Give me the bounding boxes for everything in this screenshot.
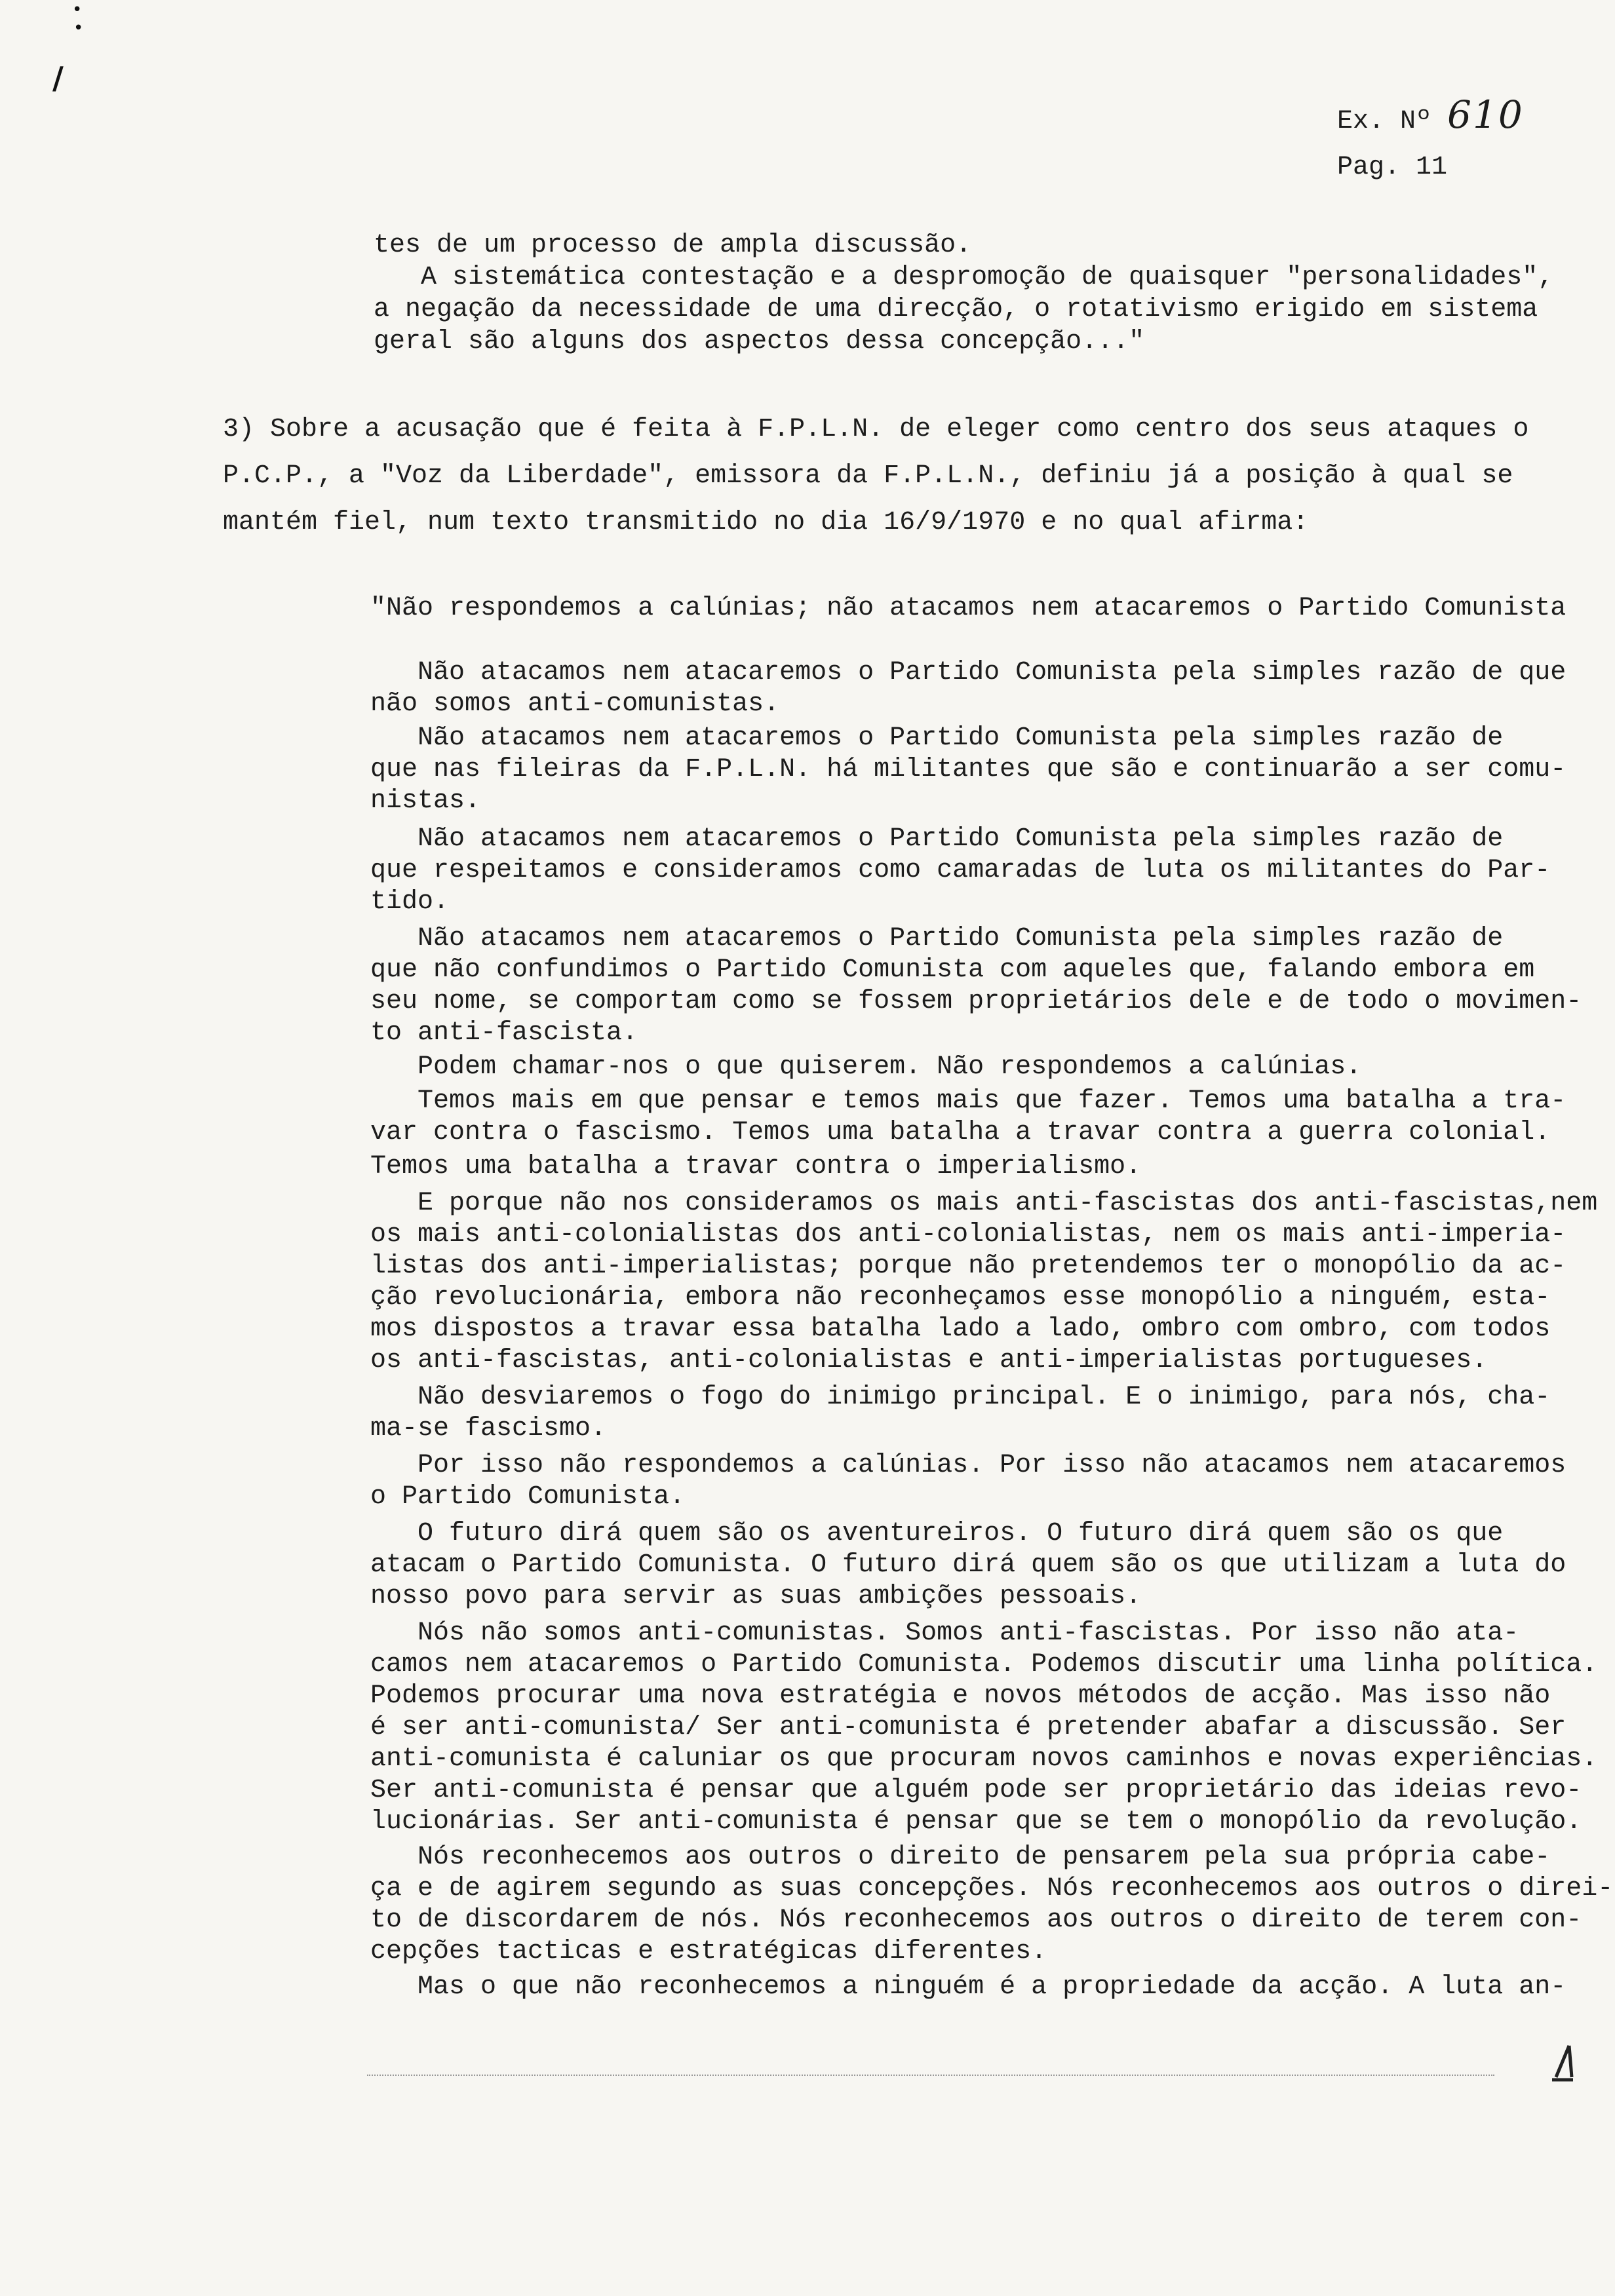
text-line: mantém fiel, num texto transmitido no dia 16/9/1970 e no qual afirma: bbox=[223, 508, 1309, 537]
text-line: seu nome, se comportam como se fossem proprietários dele e de todo o movimen- bbox=[370, 987, 1582, 1016]
text-line: ção revolucionária, embora não reconheçamos esse monopólio a ninguém, esta- bbox=[370, 1283, 1551, 1312]
text-line: Nós reconhecemos aos outros o direito de pensarem pela sua própria cabe- bbox=[370, 1843, 1551, 1872]
text-line: Temos mais em que pensar e temos mais que fazer. Temos uma batalha a tra- bbox=[370, 1086, 1566, 1116]
text-line: A sistemática contestação e a despromoção de quaisquer "personalidades", bbox=[374, 263, 1554, 292]
text-line: to anti-fascista. bbox=[370, 1018, 638, 1048]
text-line: Podem chamar-nos o que quiserem. Não respondemos a calúnias. bbox=[370, 1052, 1362, 1082]
text-line: E porque não nos consideramos os mais anti-fascistas dos anti-fascistas,nem bbox=[370, 1189, 1598, 1218]
text-line: Temos uma batalha a travar contra o imperialismo. bbox=[370, 1152, 1142, 1181]
text-line: é ser anti-comunista/ Ser anti-comunista é pretender abafar a discussão. Ser bbox=[370, 1713, 1566, 1742]
text-line: os anti-fascistas, anti-colonialistas e anti-imperialistas portugueses. bbox=[370, 1346, 1488, 1375]
text-line: não somos anti-comunistas. bbox=[370, 689, 780, 719]
text-line: geral são alguns dos aspectos dessa concepção..." bbox=[374, 327, 1145, 356]
text-line: a negação da necessidade de uma direcção, o rotativismo erigido em sistema bbox=[374, 295, 1538, 324]
margin-mark: • bbox=[72, 0, 83, 20]
text-line: Não desviaremos o fogo do inimigo principal. E o inimigo, para nós, cha- bbox=[370, 1383, 1551, 1412]
text-line: Por isso não respondemos a calúnias. Por isso não atacamos nem atacaremos bbox=[370, 1451, 1566, 1480]
text-line: O futuro dirá quem são os aventureiros. O futuro dirá quem são os que bbox=[370, 1519, 1504, 1548]
text-line: "Não respondemos a calúnias; não atacamos nem atacaremos o Partido Comunista bbox=[370, 594, 1566, 623]
text-line: mos dispostos a travar essa batalha lado a lado, ombro com ombro, com todos bbox=[370, 1314, 1551, 1344]
text-line: Mas o que não reconhecemos a ninguém é a propriedade da acção. A luta an- bbox=[370, 1972, 1566, 2002]
margin-mark: • bbox=[73, 18, 84, 38]
text-line: to de discordarem de nós. Nós reconhecemos aos outros o direito de terem con- bbox=[370, 1905, 1582, 1935]
text-line: 3) Sobre a acusação que é feita à F.P.L.N. de eleger como centro dos seus ataques o bbox=[223, 415, 1529, 444]
text-line: listas dos anti-imperialistas; porque não pretendemos ter o monopólio da ac- bbox=[370, 1252, 1566, 1281]
text-line: Não atacamos nem atacaremos o Partido Comunista pela simples razão de bbox=[370, 924, 1504, 953]
text-line: nosso povo para servir as suas ambições pessoais. bbox=[370, 1582, 1142, 1611]
text-line: lucionárias. Ser anti-comunista é pensar que se tem o monopólio da revolução. bbox=[370, 1807, 1582, 1837]
text-line: var contra o fascismo. Temos uma batalha a travar contra a guerra colonial. bbox=[370, 1118, 1551, 1147]
text-line: anti-comunista é caluniar os que procuram novos caminhos e novas experiências. bbox=[370, 1744, 1598, 1774]
text-line: ça e de agirem segundo as suas concepções. Nós reconhecemos aos outros o direi- bbox=[370, 1874, 1614, 1904]
text-line: ma-se fascismo. bbox=[370, 1414, 607, 1444]
text-line: Não atacamos nem atacaremos o Partido Comunista pela simples razão de que bbox=[370, 658, 1566, 687]
text-line: Não atacamos nem atacaremos o Partido Comunista pela simples razão de bbox=[370, 824, 1504, 854]
text-line: que não confundimos o Partido Comunista com aqueles que, falando embora em bbox=[370, 955, 1535, 985]
text-line: o Partido Comunista. bbox=[370, 1482, 686, 1512]
margin-mark: / bbox=[52, 60, 64, 96]
text-line: nistas. bbox=[370, 786, 481, 816]
exemplar-label: Ex. Nº bbox=[1337, 107, 1432, 136]
exemplar-number bbox=[1337, 92, 1586, 145]
page-header bbox=[1337, 92, 1586, 191]
exemplar-handwritten-number: 610 bbox=[1447, 92, 1524, 137]
scan-dotted-line bbox=[367, 2075, 1494, 2076]
corner-scan-mark bbox=[1549, 2044, 1576, 2084]
text-line: Ser anti-comunista é pensar que alguém pode ser proprietário das ideias revo- bbox=[370, 1776, 1582, 1805]
document-body bbox=[223, 229, 1614, 2002]
text-line: Não atacamos nem atacaremos o Partido Comunista pela simples razão de bbox=[370, 723, 1504, 753]
text-line: tes de um processo de ampla discussão. bbox=[374, 231, 972, 260]
page-number: Pag. 11 bbox=[1337, 153, 1448, 182]
text-line: que nas fileiras da F.P.L.N. há militantes que são e continuarão a ser comu- bbox=[370, 755, 1566, 784]
text-line: Podemos procurar uma nova estratégia e novos métodos de acção. Mas isso não bbox=[370, 1681, 1551, 1711]
text-line: atacam o Partido Comunista. O futuro dirá quem são os que utilizam a luta do bbox=[370, 1550, 1566, 1580]
text-line: Nós não somos anti-comunistas. Somos anti-fascistas. Por isso não ata- bbox=[370, 1618, 1519, 1648]
text-line: cepções tacticas e estratégicas diferentes. bbox=[370, 1937, 1047, 1966]
text-line: que respeitamos e consideramos como camaradas de luta os militantes do Par- bbox=[370, 856, 1551, 885]
text-line: P.C.P., a "Voz da Liberdade", emissora da F.P.L.N., definiu já a posição à qual se bbox=[223, 461, 1513, 491]
text-line: os mais anti-colonialistas dos anti-colonialistas, nem os mais anti-imperia- bbox=[370, 1220, 1566, 1250]
text-line: tido. bbox=[370, 887, 450, 917]
text-line: camos nem atacaremos o Partido Comunista. Podemos discutir uma linha política. bbox=[370, 1650, 1598, 1679]
